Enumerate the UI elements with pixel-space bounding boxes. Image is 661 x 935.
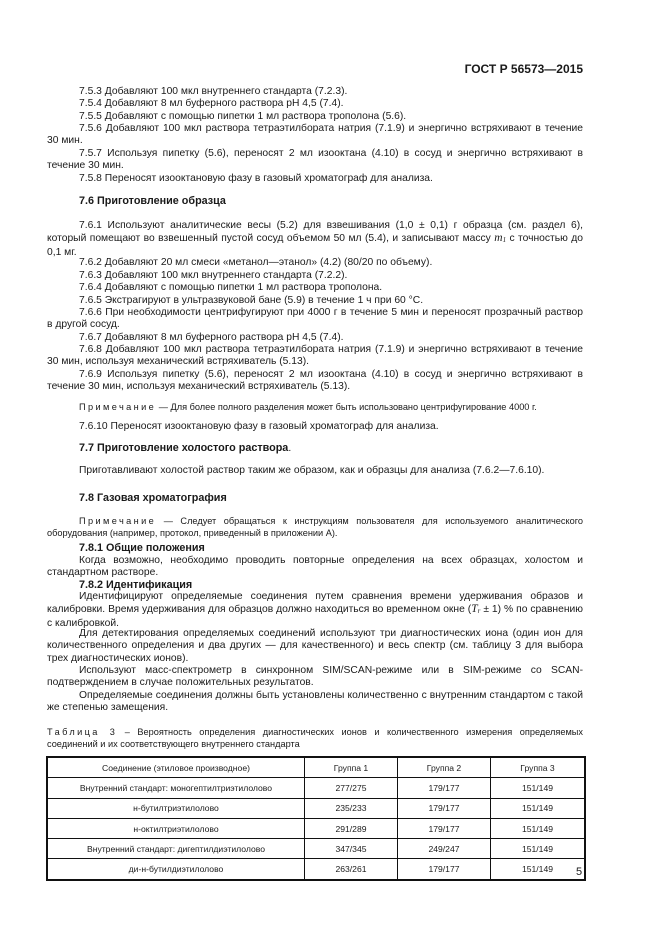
section-heading-7-8-1: 7.8.1 Общие положения	[79, 542, 205, 554]
page-number: 5	[576, 866, 583, 878]
paragraph-7-6-10: 7.6.10 Переносят изооктановую фазу в газовый хроматограф для анализа.	[79, 421, 439, 432]
mass-variable	[494, 232, 506, 244]
variable-text: m	[494, 232, 503, 245]
table-cell: 235/233	[305, 798, 398, 818]
ion-table	[46, 756, 586, 881]
paragraph-7-6-9: 7.6.9 Используя пипетку (5.6), переносят 2 мл изооктана (4.10) в сосуд и энергично встряхивают в течение 30 мин, используя механический встряхиватель (5.13).	[47, 369, 583, 393]
retention-time-variable	[471, 603, 480, 615]
table-cell: 151/149	[491, 798, 586, 818]
paragraph-7-8-1: Когда возможно, необходимо проводить повторные определения на всех образцах, холостом и стандартном растворе.	[47, 555, 583, 579]
note-label: Примечание	[79, 516, 157, 526]
table-cell: 179/177	[398, 859, 491, 880]
paragraph-7-8-2-c: Используют масс-спектрометр в синхронном SIM/SCAN-режиме или в SIM-режиме со SCAN-подтверждением в случае положительных результатов.	[47, 665, 583, 689]
table-row	[47, 839, 585, 859]
table-cell: 151/149	[491, 839, 586, 859]
variable-subscript: r	[477, 607, 481, 616]
paragraph-text: Идентифицируют определяемые соединения путем сравнения времени удерживания образов и калибровки. Время удерживания для образцов должно находиться во временном окне (	[47, 591, 583, 616]
paragraph-7-6-8: 7.6.8 Добавляют 100 мкл раствора тетраэтилбората натрия (7.1.9) и энергично встряхивают в течение 30 мин, используя механический встряхиватель (5.13).	[47, 344, 583, 368]
heading-text: 7.7 Приготовление холостого раствора	[79, 442, 289, 454]
paragraph-7-8-2-b: Для детектирования определяемых соединений используют три диагностических иона (один ион для количественного определения и два других — для качественного) и весь спектр (см. таблицу 3 для выбора трех диагностических ионов).	[47, 628, 583, 664]
table-cell: 277/275	[305, 778, 398, 798]
table-cell: Внутренний стандарт: дигептилдиэтилолово	[47, 839, 305, 859]
table-caption-text: – Вероятность определения диагностических ионов и количественного измерения определяемых соединений и их соответствующего внутреннего стандарта	[47, 727, 583, 750]
paragraph-7-6-2: 7.6.2 Добавляют 20 мл смеси «метанол—этанол» (4.2) (80/20 по объему).	[79, 257, 433, 268]
variable-text: T	[471, 603, 478, 616]
header-cell: Соединение (этиловое производное)	[47, 757, 305, 778]
paragraph-7-6-6: 7.6.6 При необходимости центрифугируют при 4000 г в течение 5 мин и переносят прозрачный раствор в другой сосуд.	[47, 307, 583, 331]
table-cell: 263/261	[305, 859, 398, 880]
table-row	[47, 818, 585, 838]
note-7-8	[47, 515, 583, 539]
paragraph-7-5-7: 7.5.7 Используя пипетку (5.6), переносят 2 мл изооктана (4.10) в сосуд и энергично встряхивают в течение 30 мин.	[47, 148, 583, 172]
table-caption	[47, 726, 583, 751]
table-cell: 347/345	[305, 839, 398, 859]
paragraph-7-5-4: 7.5.4 Добавляют 8 мл буферного раствора pH 4,5 (7.4).	[79, 98, 344, 109]
paragraph-7-5-8: 7.5.8 Переносят изооктановую фазу в газовый хроматограф для анализа.	[79, 173, 433, 184]
paragraph-7-6-5: 7.6.5 Экстрагируют в ультразвуковой бане (5.9) в течение 1 ч при 60 °С.	[79, 295, 424, 306]
paragraph-7-5-5: 7.5.5 Добавляют с помощью пипетки 1 мл раствора трополона (5.6).	[79, 111, 407, 122]
paragraph-7-6-1	[47, 220, 583, 259]
paragraph-7-5-6: 7.5.6 Добавляют 100 мкл раствора тетраэтилбората натрия (7.1.9) и энергично встряхивают в течение 30 мин.	[47, 123, 583, 147]
table-cell: 151/149	[491, 818, 586, 838]
note-label: Примечание	[79, 402, 157, 412]
paragraph-text: с точностью до 0,1 мг.	[47, 233, 584, 258]
table-cell: 179/177	[398, 778, 491, 798]
table-cell: 249/247	[398, 839, 491, 859]
header-cell: Группа 1	[305, 757, 398, 778]
table-cell: 151/149	[491, 859, 586, 880]
note-7-6	[47, 401, 583, 413]
table-cell: 179/177	[398, 818, 491, 838]
table-row	[47, 798, 585, 818]
paragraph-7-6-4: 7.6.4 Добавляют с помощью пипетки 1 мл раствора трополона.	[79, 282, 383, 293]
heading-dot: .	[288, 443, 292, 454]
paragraph-7-6-7: 7.6.7 Добавляют 8 мл буферного раствора pH 4,5 (7.4).	[79, 332, 344, 343]
table-caption-label: Таблица 3	[47, 727, 118, 737]
table-cell: н-октилтриэтилолово	[47, 818, 305, 838]
table-cell: 291/289	[305, 818, 398, 838]
header-cell: Группа 3	[491, 757, 586, 778]
paragraph-7-5-3: 7.5.3 Добавляют 100 мкл внутреннего стандарта (7.2.3).	[79, 86, 348, 97]
section-heading-7-6: 7.6 Приготовление образца	[79, 195, 226, 207]
paragraph-7-8-2-d: Определяемые соединения должны быть установлены количественно с внутренним стандартом с такой же степенью замещения.	[47, 690, 583, 714]
table-cell: Внутренний стандарт: моногептилтриэтилолово	[47, 778, 305, 798]
table-cell: н-бутилтриэтилолово	[47, 798, 305, 818]
table-cell: 179/177	[398, 798, 491, 818]
table-cell: 151/149	[491, 778, 586, 798]
section-heading-7-8: 7.8 Газовая хроматография	[79, 492, 227, 504]
section-heading-7-8-2: 7.8.2 Идентификация	[79, 579, 193, 591]
table-row	[47, 778, 585, 798]
variable-subscript: 1	[502, 236, 507, 245]
paragraph-7-7: Приготавливают холостой раствор таким же образом, как и образцы для анализа (7.6.2—7.6.10).	[79, 465, 545, 476]
paragraph-7-8-2-a	[47, 591, 583, 630]
note-text: — Для более полного разделения может быть использовано центрифугирование 4000 г.	[156, 402, 537, 412]
note-text: — Следует обращаться к инструкциям пользователя для используемого аналитического оборудования (например, протокол, приведенный в приложении А).	[47, 516, 583, 538]
table-row	[47, 859, 585, 880]
paragraph-7-6-3: 7.6.3 Добавляют 100 мкл внутреннего стандарта (7.2.2).	[79, 270, 348, 281]
paragraph-text: 7.6.1 Используют аналитические весы (5.2) для взвешивания (1,0 ± 0,1) г образца (см. раздел 6), который помещают во взвешенный пустой сосуд объемом 50 мл (5.4), и записывают массу	[47, 220, 583, 245]
paragraph-text: ± 1) % по сравнению с калибровкой.	[47, 604, 584, 629]
table-cell: ди-н-бутилдиэтилолово	[47, 859, 305, 880]
header-cell: Группа 2	[398, 757, 491, 778]
document-id-header: ГОСТ Р 56573—2015	[464, 62, 583, 76]
section-heading-7-7	[47, 442, 583, 455]
table-header-row	[47, 757, 585, 778]
